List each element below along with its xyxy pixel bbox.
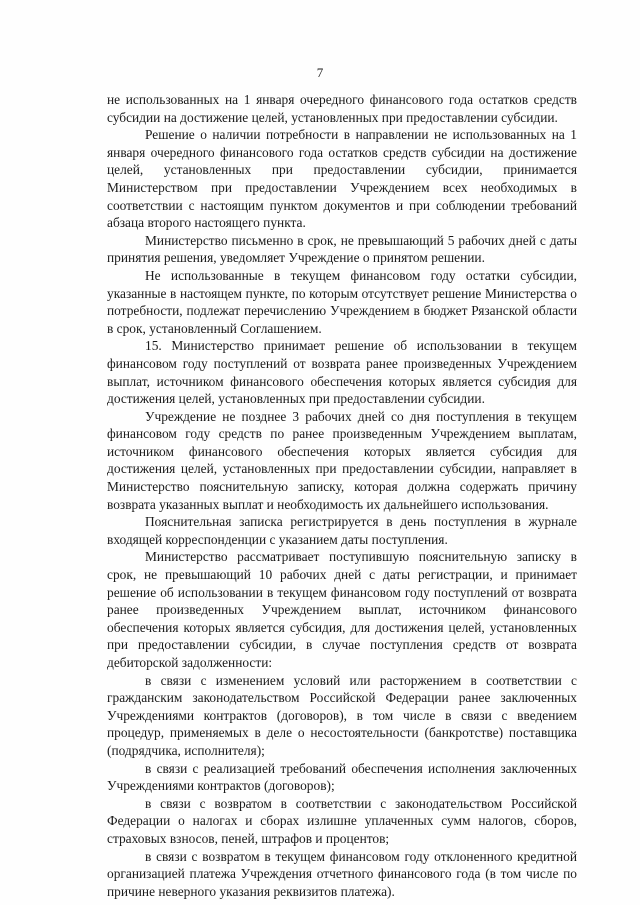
paragraph: Учреждение не позднее 3 рабочих дней со дня поступления в текущем финансовом году средств по ранее произведенным Учреждением выплатам, источником финансового обеспечения которых является субсидия для достижения целей, установленных при предоставлении субсидии, направляет в Министерство пояснительную записку, которая должна содержать причину возврата указанных выплат и необходимость их дальнейшего использования. [107, 408, 577, 512]
paragraph: Не использованные в текущем финансовом году остатки субсидии, указанные в настоящем пункте, по которым отсутствует решение Министерства о потребности, подлежат перечислению Учреждением в бюджет Рязанской области в срок, установленный Соглашением. [107, 267, 577, 336]
paragraph: Решение о наличии потребности в направлении не использованных на 1 января очередного финансового года остатков средств субсидии на достижение целей, установленных при предоставлении субсидии, принимается Министерством при предоставлении Учреждением всех необходимых в соответствии с настоящим пунктом документов и при соблюдении требований абзаца второго настоящего пункта. [107, 127, 577, 231]
paragraph: Министерство рассматривает поступившую пояснительную записку в срок, не превышающий 10 рабочих дней с даты регистрации, и принимает решение об использовании в текущем финансовом году поступлений от возврата ранее произведенных Учреждением выплат, источником финансового обеспечения которых является субсидия, для достижения целей, установленных при предоставлении субсидии, в случае поступления средств от возврата дебиторской задолженности: [107, 549, 577, 670]
paragraph: в связи с изменением условий или расторжением в соответствии с гражданским законодательством Российской Федерации ранее заключенных Учреждениями контрактов (договоров), в том числе в связи с введением процедур, применяемых в деле о несостоятельности (банкротстве) поставщика (подрядчика, исполнителя); [107, 672, 577, 758]
paragraph: Министерство письменно в срок, не превышающий 5 рабочих дней с даты принятия решения, уведомляет Учреждение о принятом решении. [107, 232, 577, 266]
paragraph: в связи с возвратом в соответствии с законодательством Российской Федерации о налогах и сборах излишне уплаченных сумм налогов, сборов, страховых взносов, пеней, штрафов и процентов; [107, 795, 577, 846]
page-number: 7 [316, 65, 324, 80]
paragraph: 15. Министерство принимает решение об использовании в текущем финансовом году поступлений от возврата ранее произведенных Учреждением выплат, источником финансового обеспечения которых является субсидия для достижения целей, установленных при предоставлении субсидии. [107, 338, 577, 407]
paragraph: не использованных на 1 января очередного финансового года остатков средств субсидии на достижение целей, установленных при предоставлении субсидии. [107, 92, 577, 125]
paragraph: Пояснительная записка регистрируется в день поступления в журнале входящей корреспонденции с указанием даты поступления. [107, 514, 577, 547]
document-body [107, 91, 577, 900]
paragraph: в связи с возвратом в текущем финансовом году отклоненного кредитной организацией платежа Учреждения отчетного финансового года (в том числе по причине неверного указания реквизитов платежа). [107, 848, 577, 899]
paragraph: в связи с реализацией требований обеспечения исполнения заключенных Учреждениями контрактов (договоров); [107, 760, 577, 794]
